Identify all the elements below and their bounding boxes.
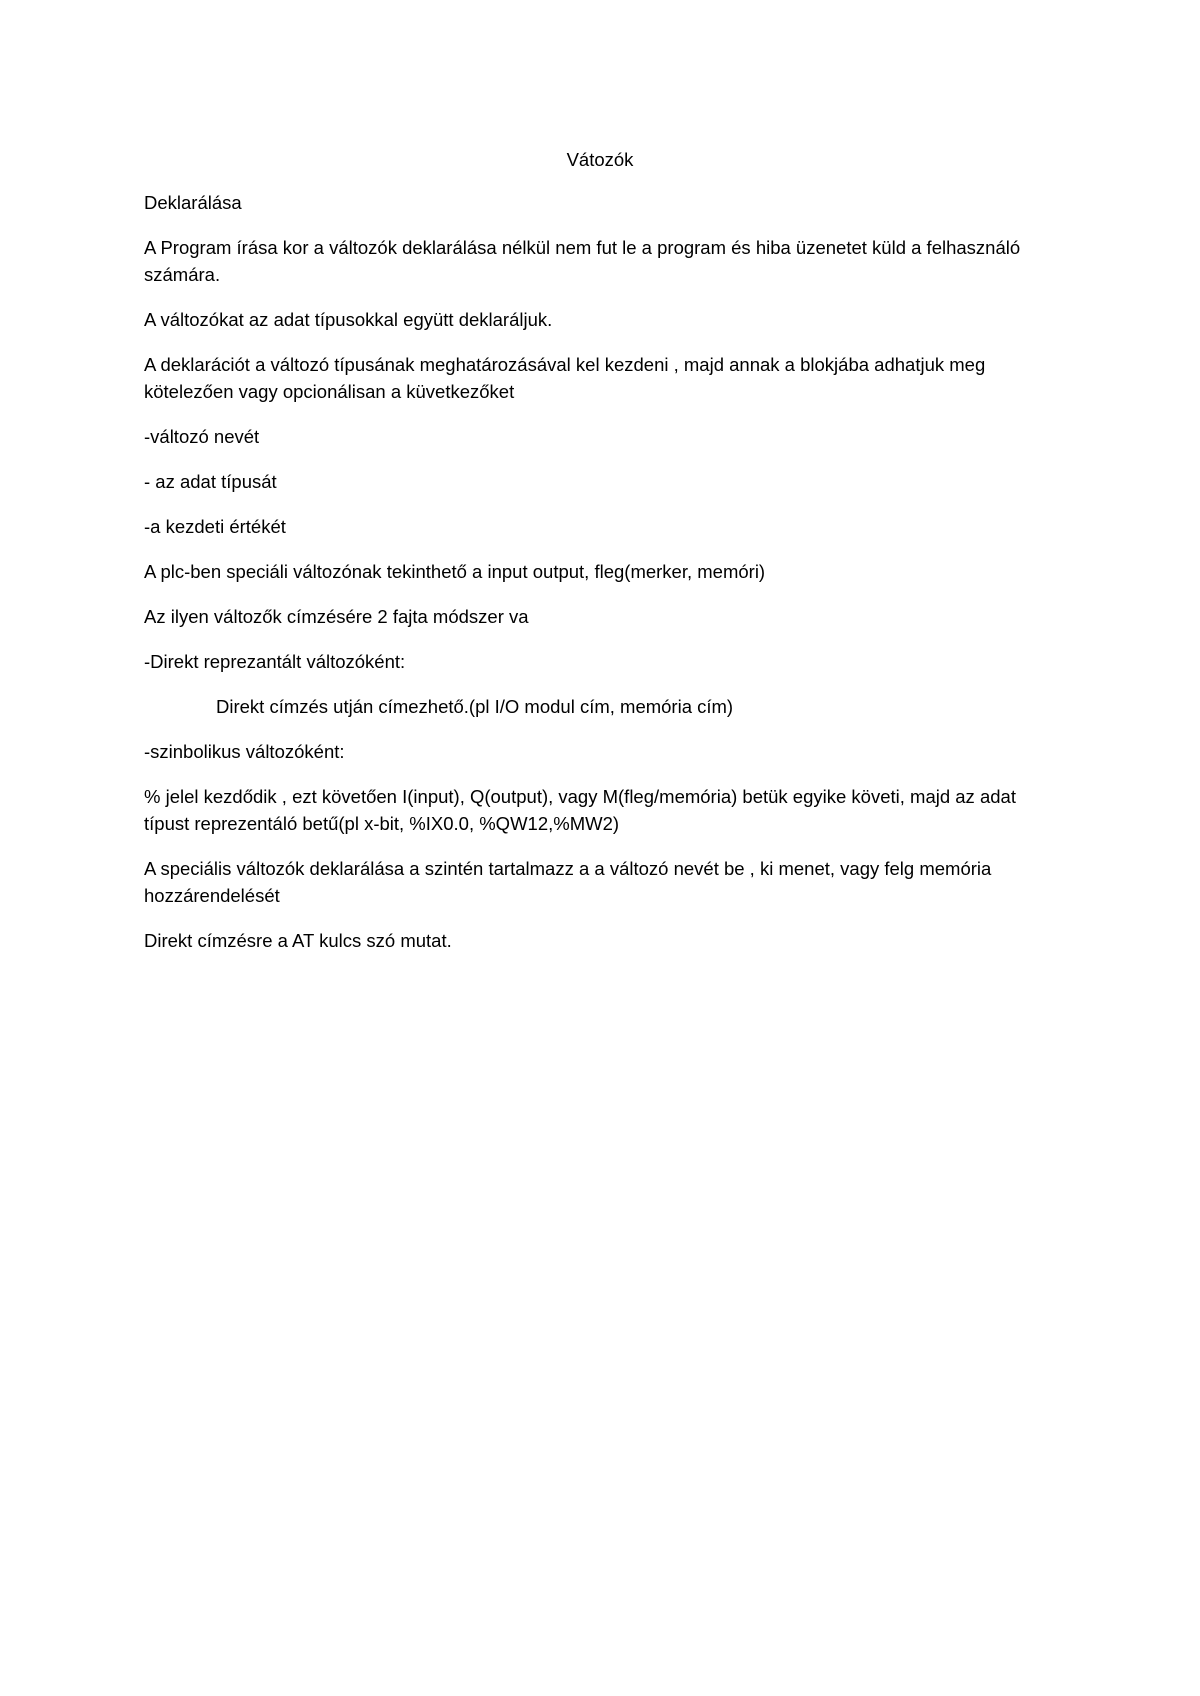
paragraph: Az ilyen változők címzésére 2 fajta módszer va [144, 606, 529, 627]
paragraph: A plc-ben speciáli változónak tekinthető a input output, fleg(merker, memóri) [144, 561, 766, 582]
list-item: - az adat típusát [144, 471, 277, 492]
paragraph: A speciális változók deklarálása a szintén tartalmazz a a változó nevét be , ki menet, vagy felg memória hozzárendelését [144, 858, 992, 906]
document-title: Vátozók [566, 149, 634, 170]
list-item: -a kezdeti értékét [144, 516, 286, 537]
list-item: -Direkt reprezantált változóként: [144, 651, 406, 672]
list-item: -változó nevét [144, 426, 260, 447]
document-body [144, 146, 1054, 972]
paragraph: % jelel kezdődik , ezt követően I(input), Q(output), vagy M(fleg/memória) betük egyike követi, majd az adat típust reprezentáló betű(pl x-bit, %IX0.0, %QW12,%MW2) [144, 786, 1016, 834]
paragraph: A változókat az adat típusokkal együtt deklaráljuk. [144, 309, 553, 330]
section-heading: Deklarálása [144, 192, 242, 213]
indented-paragraph: Direkt címzés utján címezhető.(pl I/O modul cím, memória cím) [216, 696, 734, 717]
paragraph: A Program írása kor a változók deklarálása nélkül nem fut le a program és hiba üzenetet küld a felhasználó számára. [144, 237, 1021, 285]
list-item: -szinbolikus változóként: [144, 741, 345, 762]
paragraph: Direkt címzésre a AT kulcs szó mutat. [144, 930, 452, 951]
paragraph: A deklarációt a változó típusának meghatározásával kel kezdeni , majd annak a blokjába adhatjuk meg kötelezően vagy opcionálisan a küvetkezőket [144, 354, 986, 402]
